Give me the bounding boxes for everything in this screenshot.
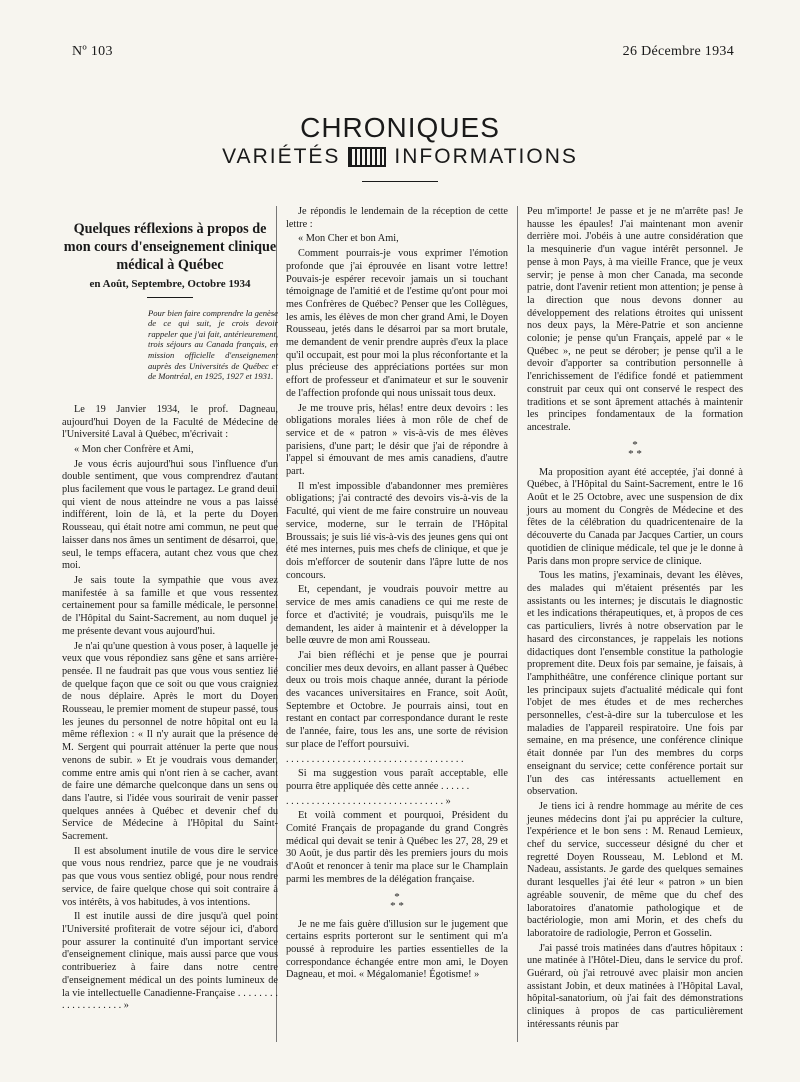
paragraph: Il est absolument inutile de vous dire le service que vous nous rendriez, parce que je ne voudrais pas que vous vous sentiez obligé, pour nous rendre service, de faire quelque chose qui soit contraire à vos intérêts, à vos habitudes, à vos intentions. (62, 845, 278, 908)
article-note: Pour bien faire comprendre la genèse de ce qui suit, je crois devoir rappeler que j'ai fait, antérieurement, trois séjours au Canada français, en mission officielle d'enseignement auprès des Universités de Québec et de Montréal, en 1925, 1927 et 1931. (148, 307, 278, 382)
column-1 (62, 206, 278, 1015)
ellipsis-line: . . . . . . . . . . . . . . . . . . . . . . . . . . . . . . . » (286, 795, 451, 807)
paragraph: Je tiens ici à rendre hommage au mérite de ces jeunes médecins dont j'ai pu apprécier la culture, l'expérience et le bon sens : M. Renaud Lemieux, chef du service, successeur désigné du cher et regretté Doyen Rousseau, M. Leblond et M. Nadeau, assistants. Je garde des quelques semaines durant lesquelles j'ai été leur « patron » un bien agréable souvenir, de même que du chef des laboratoires d'anatomie pathologique et de bactériologie, mon ami Morin, et des chefs du laboratoire de radiologie, Perron et Gosselin. (527, 800, 743, 939)
paragraph: Et, cependant, je voudrais pouvoir mettre au service de mes amis canadiens ce qui me reste de force et d'activité; je voudrais, puisqu'ils me le demandent, les aider à maintenir et à développer la belle œuvre de mon ami Rousseau. (286, 584, 508, 647)
column-3 (527, 206, 743, 1034)
paragraph: « Mon cher Confrère et Ami, (74, 443, 194, 455)
section-stars: * * * (628, 438, 642, 460)
masthead-left-word: VARIÉTÉS (222, 145, 341, 168)
paragraph: Comment pourrais-je vous exprimer l'émotion profonde que j'ai éprouvée en lisant votre lettre! Pouvais-je espérer recevoir jamais un si touchant témoignage de l'amitié et de l'estime qu'ont pour moi mes Confrères de Québec? Penser que les Collègues, les amis, les élèves de mon cher grand Ami, le Doyen Rousseau, jetés dans le désarroi par sa mort brutale, me demandent de venir prendre auprès d'eux la place qu'il occupait, est pour moi la plus réconfortante et la plus précieuse des appréciations portées sur mon effort de professeur et d'animateur et sur le souvenir de l'affection profonde qui nous unissait tous deux. (286, 248, 508, 399)
paragraph: Le 19 Janvier 1934, le prof. Dagneau, aujourd'hui Doyen de la Faculté de Médecine de l'Université Laval à Québec, m'écrivait : (62, 403, 278, 441)
paragraph: Je me trouve pris, hélas! entre deux devoirs : les obligations morales liées à mon rôle de chef de service et de « patron » vis-à-vis de mes élèves parisiens, d'une part; le désir que j'ai de répondre à l'appel si émouvant de mes amis canadiens, d'autre part. (286, 402, 508, 478)
masthead-right-word: INFORMATIONS (394, 145, 578, 168)
paragraph: Je vous écris aujourd'hui sous l'influence d'un double sentiment, que vous comprendrez d'autant plus facilement que vous le partagez. Le grand deuil qui vient de nous atteindre ne vous a pas laissé indifférent, loin de là, et la perte du Doyen Rousseau, qui était notre ami commun, ne peut que laisser dans nos âmes un sentiment de désarroi, que, seul, le temps effacera, autant chez vous que chez moi. (62, 458, 278, 572)
paragraph: Et voilà comment et pourquoi, Président du Comité Français de propagande du grand Congrès médical qui devait se tenir à Québec les 27, 28, 29 et 30 Août, je dus partir dès les premiers jours du mois d'Août et renoncer à tenir ma place sur le Champlain parmi les membres de la délégation française. (286, 810, 508, 885)
issue-number: Nº 103 (72, 44, 113, 59)
paragraph: Je répondis le lendemain de la réception de cette lettre : (286, 206, 508, 230)
paragraph: J'ai passé trois matinées dans d'autres hôpitaux : une matinée à l'Hôtel-Dieu, dans le service du prof. Guérard, où j'ai retrouvé avec plaisir mon ancien assistant Jobin, et deux matinées à l'Hôpital Laval, hôpital-sanatorium, où j'ai fait des démonstrations cliniques à propos de cas particulièrement intéressants réunis par (527, 942, 743, 1030)
article-rule (147, 297, 193, 298)
paragraph: Peu m'importe! Je passe et je ne m'arrête pas! Je hausse les épaules! J'ai maintenant mon avenir derrière moi. J'obéis à une autre considération que la mesquinerie d'un vague intérêt personnel. Je pense à mon Pays, à ma vieille France, que je veux servir; je pense à mon cher Canada, ma seconde patrie, dont l'avenir retient mon attention; je pense à la direction que nous devons donner au développement des relations étroites qui unissent nos deux pays, la Mère-Patrie et son ancienne colonie; je pense qu'un Français, appelé par « le Québec », ne peut se dérober; je pense qu'il a le devoir d'apporter sa contribution personnelle à l'enrichissement de l'édifice fondé et patiemment construit par ceux qui ont conservé le respect des traditions et se sont âprement attachés à maintenir les principes fondamentaux de la formation ancestrale. (527, 206, 743, 433)
paragraph: Ma proposition ayant été acceptée, j'ai donné à Québec, à l'Hôpital du Saint-Sacrement, entre le 16 Août et le 25 Octobre, avec une suspension de dix jours au moment du Congrès de Médecine et des fêtes de la célébration du quadricentenaire de la découverte du Canada par Jacques Cartier, un cours quotidien de clinique médicale, tel que je le donne à Paris dans mon propre service de clinique. (527, 466, 743, 567)
column-2 (286, 206, 508, 984)
paragraph: Il est inutile aussi de dire jusqu'à quel point l'Université profiterait de votre séjour ici, d'abord pour assurer la continuité d'un important service d'enseignement clinique, mais aussi parce que vous contribueriez à faire dans notre centre d'enseignement médical un des points lumineux de la vie intellectuelle Canadienne-Française . . . . . . . . . . . . . . . . . . . . » (62, 911, 278, 1012)
section-stars: * * * (390, 890, 404, 912)
paragraph: Je n'ai qu'une question à vous poser, à laquelle je veux que vous répondiez sans gêne et sans arrière-pensée. Il ne faudrait pas que vous vous sentiez lié de quelque façon que ce soit ou que vous craigniez de nous déplaire. Après le mort du Doyen Rousseau, le premier moment de stupeur passé, tous les jeunes du personnel de notre hôpital ont eu la même réflexion : « Il n'y aurait que la présence de M. Sergent qui pourrait atténuer la perte que nous venons de subir. » Et je voudrais vous demander, comme entre amis qui n'ont rien à se cacher, avant de faire une démarche quelconque dans un sens ou dans l'autre, si l'idée vous sourirait de venir passer quelques années à Québec et devenir chef du Service de Médecine à l'Hôpital du Saint-Sacrement. (62, 640, 278, 843)
masthead-subtitle (0, 145, 800, 169)
masthead-rule (362, 181, 438, 182)
column-divider (517, 206, 518, 1042)
ellipsis-line: . . . . . . . . . . . . . . . . . . . . . . . . . . . . . . . . . . . (286, 753, 464, 765)
paragraph: Je sais toute la sympathie que vous avez manifestée à sa famille et que vous ressentez certainement pour sa famille médicale, le personnel de l'Hôpital du Saint-Sacrement, au nom duquel je me présente devant vous aujourd'hui. (62, 575, 278, 637)
paragraph: « Mon Cher et bon Ami, (298, 233, 399, 245)
paragraph: Il m'est impossible d'abandonner mes premières obligations; j'ai contracté des devoirs vis-à-vis de la Faculté, qui vient de me faire construire un nouveau service, moderne, sur le terrain de l'Hôpital Broussais; je suis lié vis-à-vis des jeunes gens qui ont été mes internes, puis mes chefs de clinique, et que je dois m'efforcer de soutenir dans l'âpre lutte de nos concours. (286, 480, 508, 581)
paragraph: Tous les matins, j'examinais, devant les élèves, des malades qui m'étaient présentés par les assistants ou les internes; je discutais le diagnostic et les indications thérapeutiques, et, à propos de ces cas particuliers, livrés à notre observation par le hasard des circonstances, je rappelais les notions didactiques dont l'ensemble constitue la pathologie proprement dite. Deux fois par semaine, je faisais, à l'amphithéâtre, une conférence clinique portant sur les principaux sujets d'actualité médicale qui font l'objet de mes études et de mes recherches personnelles, c'est-à-dire sur la tuberculose et les maladies de l'appareil respiratoire. Une fois par semaine, en ma présence, une conférence clinique était donnée par l'un des membres du corps enseignant du service; cette conférence portait sur l'un des cas intéressants actuellement en observation. (527, 570, 743, 798)
article-subtitle: en Août, Septembre, Octobre 1934 (89, 278, 251, 290)
paragraph: Si ma suggestion vous paraît acceptable, elle pourra être appliquée dès cette année . . . . . . (286, 768, 508, 792)
paragraph: J'ai bien réfléchi et je pense que je pourrai concilier mes deux devoirs, en allant passer à Québec deux ou trois mois chaque année, durant la période des vacances universitaires en France, soit Août, Septembre et Octobre. Je pourrais ainsi, tout en restant en contact par correspondance durant le reste de l'année, faire, tous les ans, une sorte de révision sur place de l'effort poursuivi. (286, 649, 508, 750)
article-title: Quelques réflexions à propos de mon cours d'enseignement clinique médical à Québec (63, 221, 277, 273)
ornament-icon (348, 147, 386, 167)
issue-date: 26 Décembre 1934 (622, 44, 734, 59)
masthead-title: CHRONIQUES (300, 112, 500, 143)
paragraph: Je ne me fais guère d'illusion sur le jugement que certains esprits porteront sur le sentiment qui m'a poussé à reproduire les parties essentielles de la correspondance échangée entre mon ami, le Doyen Dagneau, et moi. « Mégalomanie! Égotisme! » (286, 918, 508, 981)
